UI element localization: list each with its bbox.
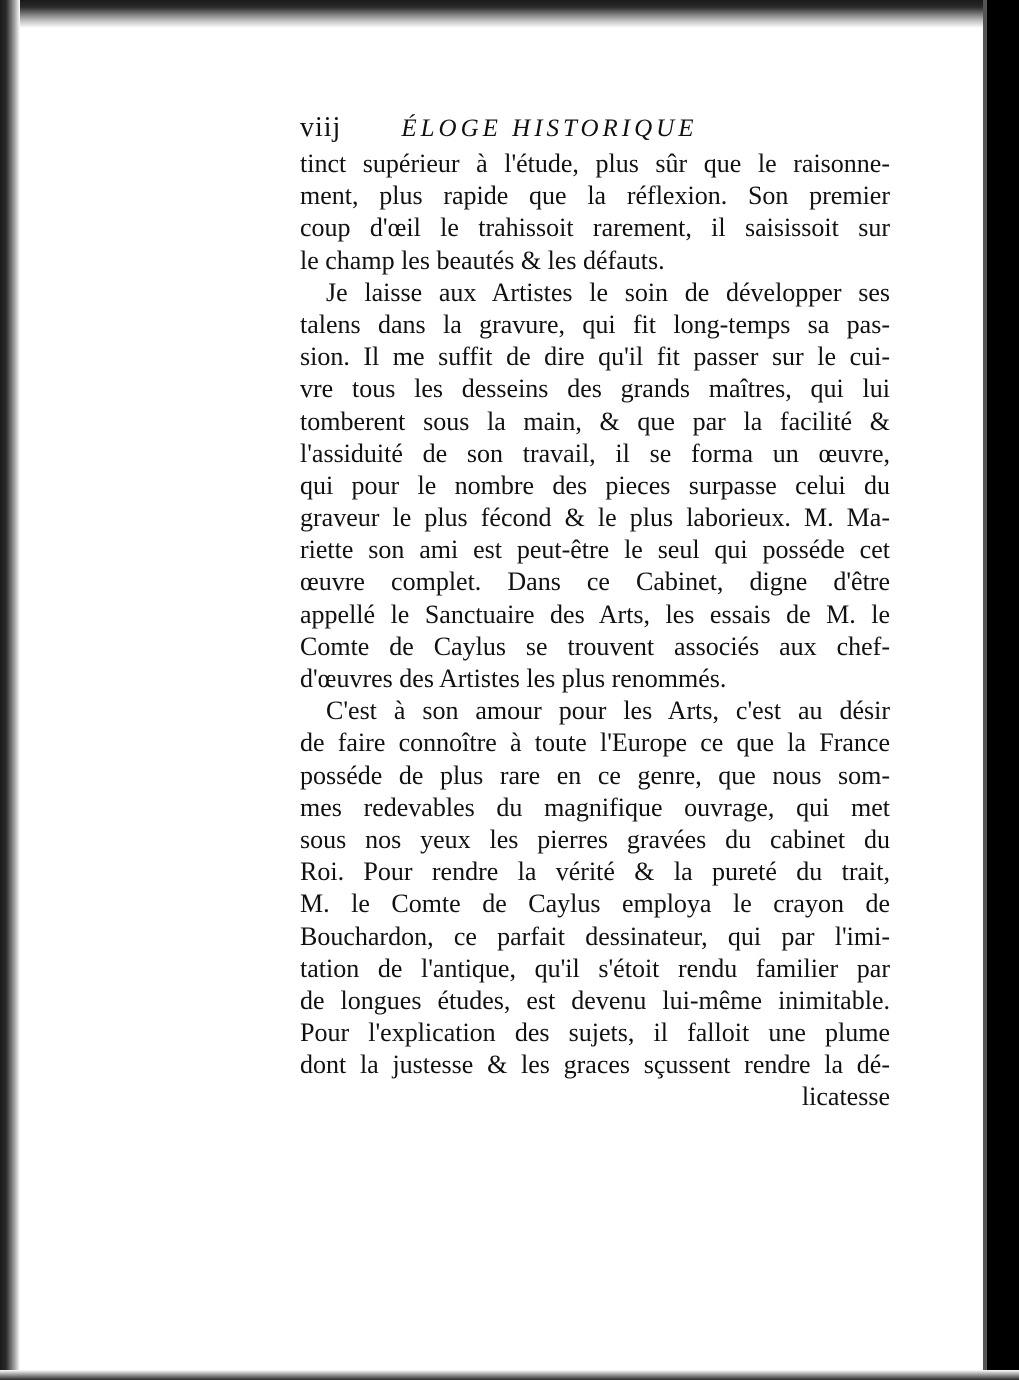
text-line: appellé le Sanctuaire des Arts, les essais de M. le (300, 599, 890, 629)
text-line: Pour l'explication des sujets, il falloit une plume (300, 1018, 890, 1048)
text-line: l'assiduité de son travail, il se forma un œuvre, (300, 438, 890, 468)
text-line: posséde de plus rare en ce genre, que nous som- (300, 760, 890, 790)
body-text (300, 148, 890, 1114)
text-line: de faire connoître à toute l'Europe ce que la France (300, 728, 890, 758)
catchword: licatesse (801, 1082, 890, 1112)
text-line: C'est à son amour pour les Arts, c'est au désir (326, 696, 890, 726)
text-line: riette son ami est peut-être le seul qui posséde cet (300, 535, 890, 565)
text-line: Je laisse aux Artistes le soin de développer ses (326, 277, 890, 307)
scan-border-bottom (0, 1370, 1019, 1380)
page-header (300, 112, 890, 152)
text-line: talens dans la gravure, qui fit long-temps sa pas- (300, 309, 890, 339)
text-line: M. le Comte de Caylus employa le crayon de (300, 889, 890, 919)
text-line: vre tous les desseins des grands maîtres, qui lui (300, 374, 890, 404)
text-line: ment, plus rapide que la réflexion. Son premier (300, 181, 890, 211)
text-line: œuvre complet. Dans ce Cabinet, digne d'être (300, 567, 890, 597)
text-line: tation de l'antique, qu'il s'étoit rendu familier par (300, 953, 890, 983)
text-line: tomberent sous la main, & que par la facilité & (300, 406, 890, 436)
text-line: qui pour le nombre des pieces surpasse celui du (300, 470, 890, 500)
text-line: coup d'œil le trahissoit rarement, il saisissoit sur (300, 213, 890, 243)
running-head: ÉLOGE HISTORIQUE (401, 115, 698, 142)
text-line: le champ les beautés & les défauts. (300, 245, 665, 275)
text-line: mes redevables du magnifique ouvrage, qui met (300, 792, 890, 822)
scan-border-top (0, 0, 1019, 28)
text-line: sous nos yeux les pierres gravées du cabinet du (300, 824, 890, 854)
text-line: d'œuvres des Artistes les plus renommés. (300, 664, 727, 693)
text-line: dont la justesse & les graces sçussent rendre la dé- (300, 1050, 890, 1080)
text-line: sion. Il me suffit de dire qu'il fit passer sur le cui- (300, 342, 890, 372)
text-line: Roi. Pour rendre la vérité & la pureté du trait, (300, 857, 890, 887)
text-line: graveur le plus fécond & le plus laborieux. M. Ma- (300, 503, 890, 533)
scan-border-right (987, 0, 1019, 1380)
page-number: viij (300, 112, 342, 143)
text-line: de longues études, est devenu lui-même inimitable. (300, 985, 890, 1015)
text-line: Comte de Caylus se trouvent associés aux chef- (300, 631, 890, 661)
text-line: Bouchardon, ce parfait dessinateur, qui par l'imi- (300, 921, 890, 951)
scan-border-left (0, 0, 20, 1380)
text-line: tinct supérieur à l'étude, plus sûr que le raisonne- (300, 149, 890, 178)
